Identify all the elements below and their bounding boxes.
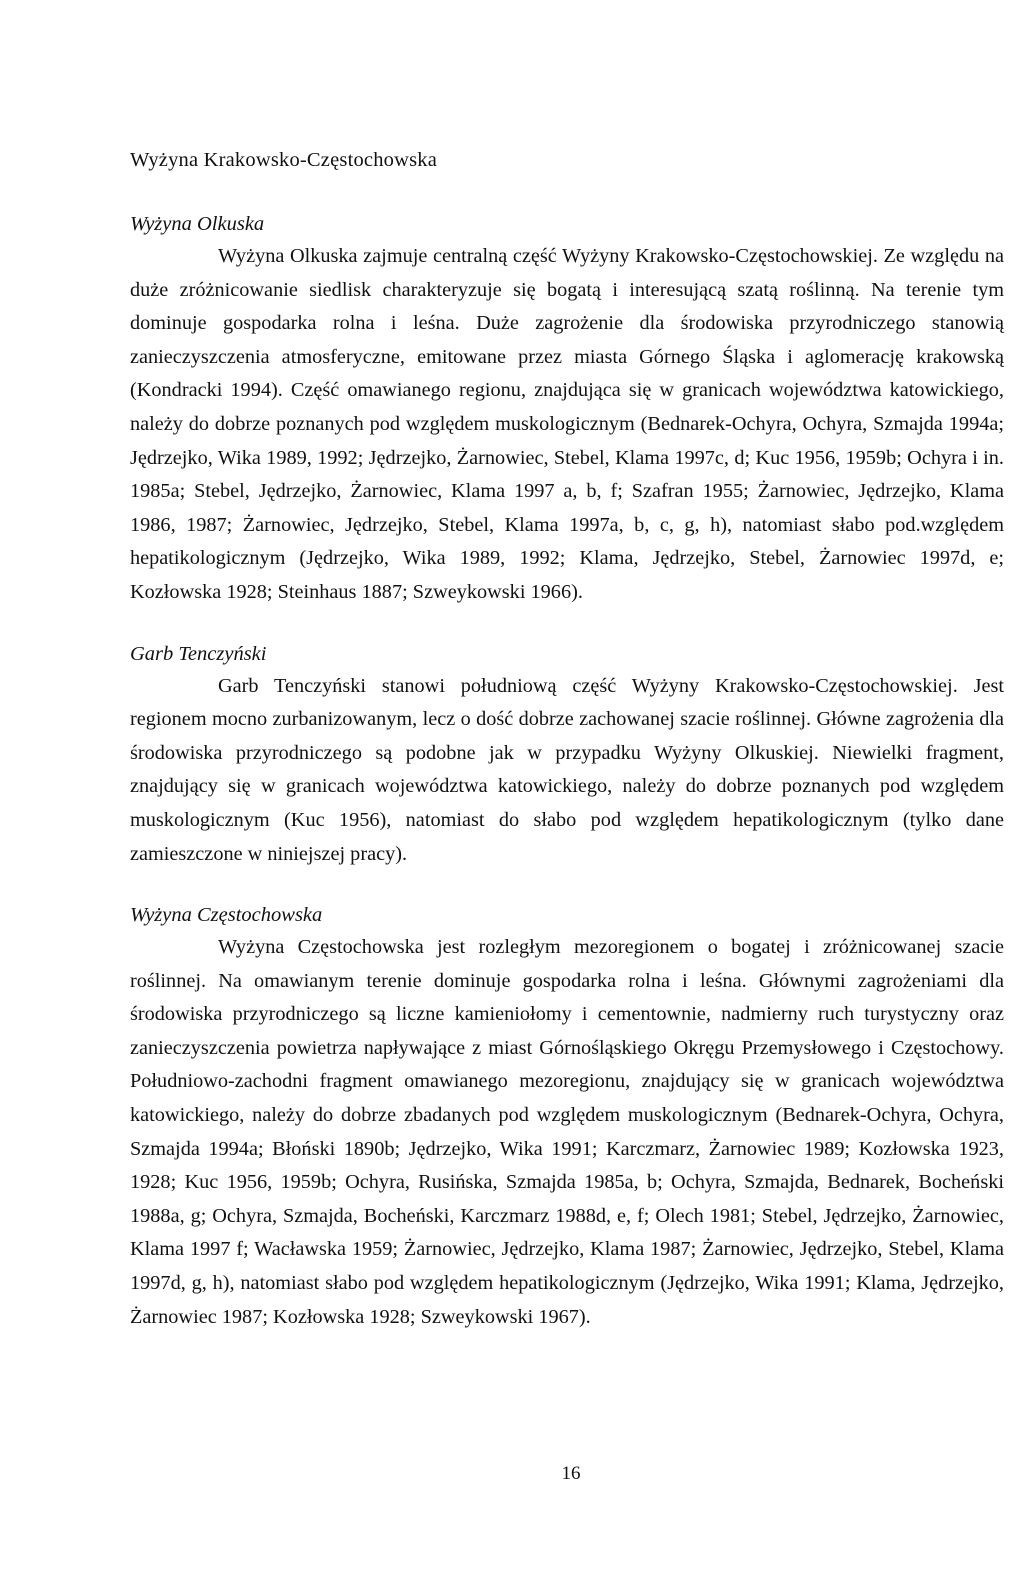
section-wyzyna-olkuska [130,208,1004,610]
section-title: Garb Tenczyński [130,642,267,665]
chapter-heading: Wyżyna Krakowsko-Częstochowska [130,149,438,171]
section-garb-tenczynski [130,638,1004,872]
document-page [130,144,1004,1362]
section-paragraph: Wyżyna Częstochowska jest rozległym mezoregionem o bogatej i zróżnicowanej szacie roślinnej. Na omawianym terenie dominuje gospodarka rolna i leśna. Głównymi zagrożeniami dla środowiska przyrodniczego są liczne kamieniołomy i cementownie, nadmierny ruch turystyczny oraz zanieczyszczenia powietrza napływające z miast Górnośląskiego Okręgu Przemysłowego i Częstochowy. Południowo-zachodni fragment omawianego mezoregionu, znajdujący się w granicach województwa katowickiego, należy do dobrze zbadanych pod względem muskologicznym (Bednarek-Ochyra, Ochyra, Szmajda 1994a; Błoński 1890b; Jędrzejko, Wika 1991; Karczmarz, Żarnowiec 1989; Kozłowska 1923, 1928; Kuc 1956, 1959b; Ochyra, Rusińska, Szmajda 1985a, b; Ochyra, Szmajda, Bednarek, Bocheński 1988a, g; Ochyra, Szmajda, Bocheński, Karczmarz 1988d, e, f; Olech 1981; Stebel, Jędrzejko, Żarnowiec, Klama 1997 f; Wacławska 1959; Żarnowiec, Jędrzejko, Klama 1987; Żarnowiec, Jędrzejko, Stebel, Klama 1997d, g, h), natomiast słabo pod względem hepatikologicznym (Jędrzejko, Wika 1991; Klama, Jędrzejko, Żarnowiec 1987; Kozłowska 1928; Szweykowski 1967). [130,936,1004,1328]
section-paragraph: Garb Tenczyński stanowi południową część Wyżyny Krakowsko-Częstochowskiej. Jest regionem mocno zurbanizowanym, lecz o dość dobrze zachowanej szacie roślinnej. Główne zagrożenia dla środowiska przyrodniczego są podobne jak w przypadku Wyżyny Olkuskiej. Niewielki fragment, znajdujący się w granicach województwa katowickiego, należy do dobrze poznanych pod względem muskologicznym (Kuc 1956), natomiast do słabo pod względem hepatikologicznym (tylko dane zamieszczone w niniejszej pracy). [130,674,1004,865]
section-wyzyna-czestochowska [130,899,1004,1334]
section-title: Wyżyna Częstochowska [130,904,323,927]
section-title: Wyżyna Olkuska [130,213,265,235]
section-paragraph: Wyżyna Olkuska zajmuje centralną część Wyżyny Krakowsko-Częstochowskiej. Ze względu na duże zróżnicowanie siedlisk charakteryzuje się bogatą i interesującą szatą roślinną. Na terenie tym dominuje gospodarka rolna i leśna. Duże zagrożenie dla środowiska przyrodniczego stanowią zanieczyszczenia atmosferyczne, emitowane przez miasta Górnego Śląska i aglomerację krakowską (Kondracki 1994). Część omawianego regionu, znajdująca się w granicach województwa katowickiego, należy do dobrze poznanych pod względem muskologicznym (Bednarek-Ochyra, Ochyra, Szmajda 1994a; Jędrzejko, Wika 1989, 1992; Jędrzejko, Żarnowiec, Stebel, Klama 1997c, d; Kuc 1956, 1959b; Ochyra i in. 1985a; Stebel, Jędrzejko, Żarnowiec, Klama 1997 a, b, f; Szafran 1955; Żarnowiec, Jędrzejko, Klama 1986, 1987; Żarnowiec, Jędrzejko, Stebel, Klama 1997a, b, c, g, h), natomiast słabo pod.względem hepatikologicznym (Jędrzejko, Wika 1989, 1992; Klama, Jędrzejko, Stebel, Żarnowiec 1997d, e; Kozłowska 1928; Steinhaus 1887; Szweykowski 1966). [130,245,1004,603]
page-number: 16 [561,1463,581,1484]
